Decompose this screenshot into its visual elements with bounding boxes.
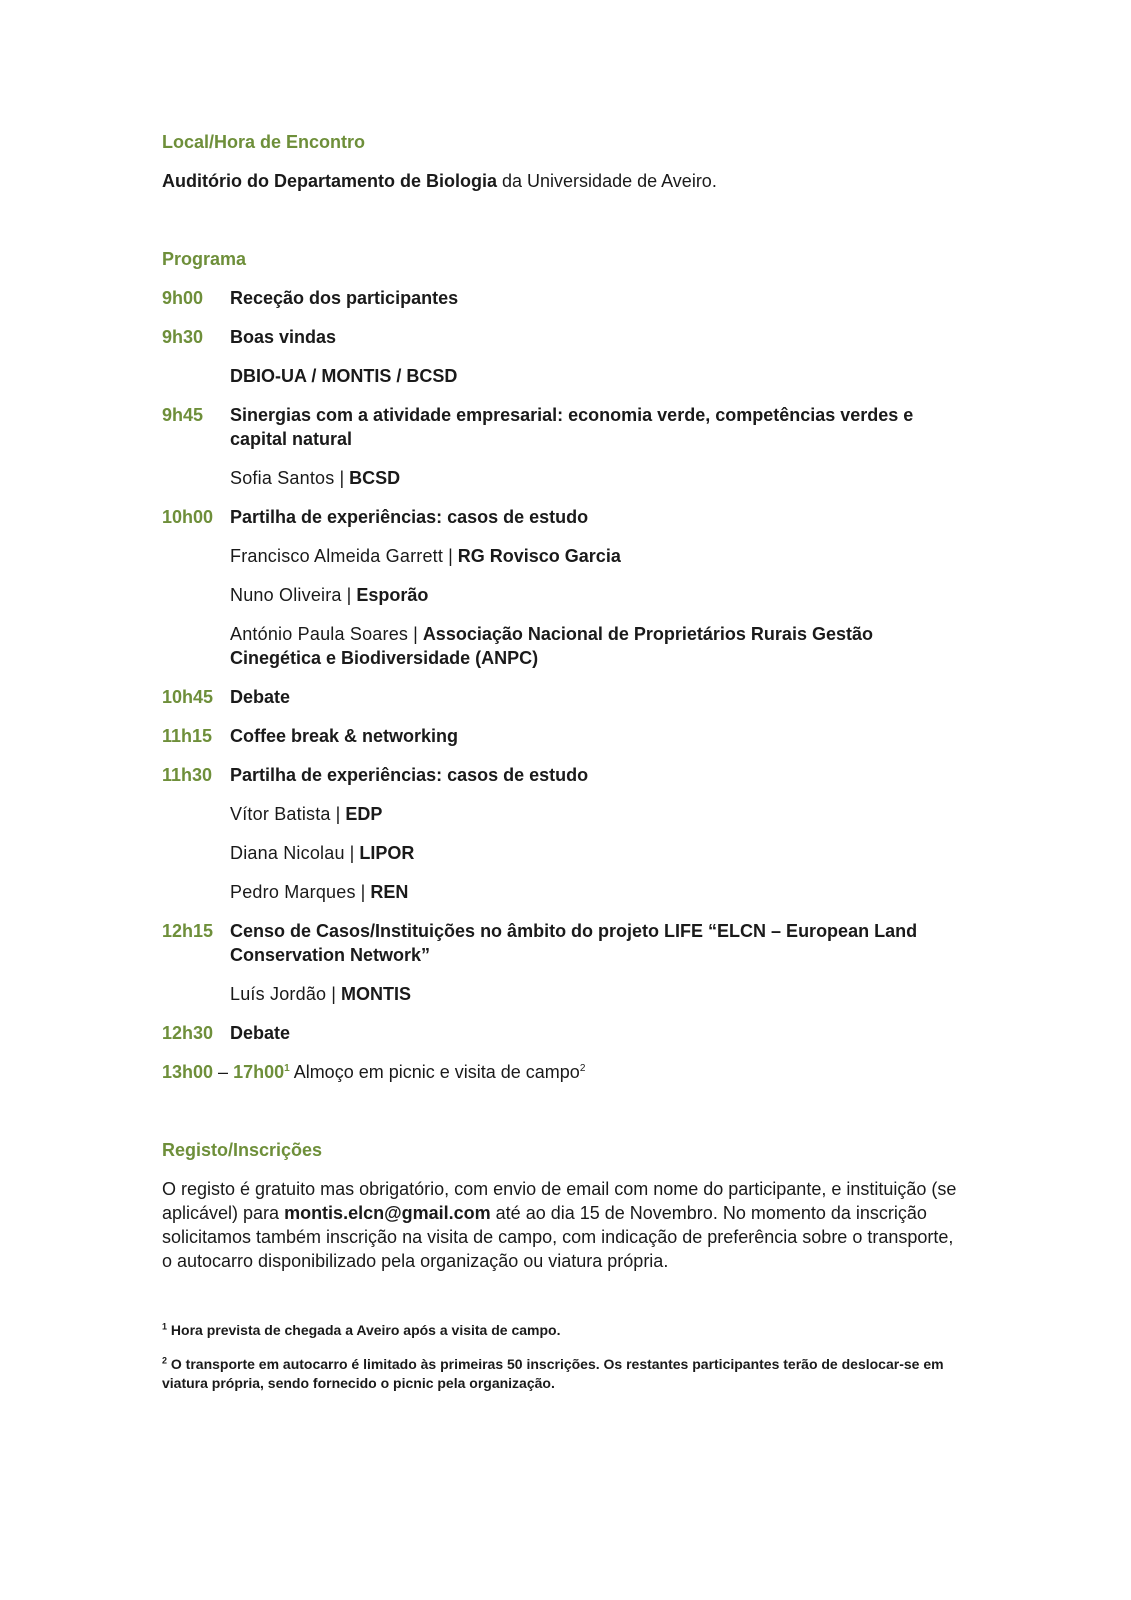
registo-email[interactable]: montis.elcn@gmail.com [284,1203,491,1223]
programa-speaker [230,544,962,568]
speaker-separator: | [355,882,371,902]
speaker-name: Sofia Santos [230,468,335,488]
programa-time: 11h15 [162,726,213,746]
registo-section [162,1138,962,1273]
programa-time: 9h45 [162,405,204,425]
speaker-name: Pedro Marques [230,882,356,902]
speaker-org: RG Rovisco Garcia [457,546,621,566]
speaker-org: Associação Nacional de Proprietários Rurais Gestão Cinegética e Biodiversidade (ANPC) [230,624,873,668]
footnote-1 [162,1321,962,1340]
speaker-name: Luís Jordão [230,984,327,1004]
programa-row [162,325,962,349]
speaker-org: BCSD [349,468,401,488]
programa-speaker [230,802,962,826]
speaker-org: EDP [345,804,383,824]
registo-text-before: O registo é gratuito mas obrigatório, com envio de email com nome do participante, e instituição (se aplicável) para [162,1179,957,1223]
registo-text-after: até ao dia 15 de Novembro. No momento da inscrição solicitamos também inscrição na visita de campo, com indicação de preferência sobre o transporte, o autocarro disponibilizado pela organização ou viatura própria. [162,1203,954,1271]
local-place [162,169,962,193]
programa-row [162,286,962,310]
programa-speaker [230,583,962,607]
programa-title: Boas vindas [230,327,337,347]
afternoon-sup1: 1 [284,1063,290,1074]
programa-title: Debate [230,1023,291,1043]
speaker-name: António Paula Soares [230,624,409,644]
speaker-separator: | [443,546,458,566]
programa-title: Debate [230,687,291,707]
programa-title: Partilha de experiências: casos de estudo [230,507,589,527]
programa-list [162,286,962,1045]
programa-heading: Programa [162,249,247,269]
registo-text [162,1177,962,1273]
afternoon-dash: – [213,1062,234,1082]
speaker-org: REN [370,882,409,902]
speaker-separator: | [341,585,357,605]
local-place-bold: Auditório do Departamento de Biologia [162,171,498,191]
footnote-2-num: 2 [162,1355,168,1366]
programa-title: Partilha de experiências: casos de estudo [230,765,589,785]
programa-row [162,919,962,967]
programa-row [162,403,962,451]
programa-time: 10h45 [162,687,214,707]
programa-row [162,505,962,529]
footnote-1-text: Hora prevista de chegada a Aveiro após a visita de campo. [170,1322,561,1338]
registo-heading: Registo/Inscrições [162,1140,323,1160]
speaker-name: Diana Nicolau [230,843,345,863]
speaker-name: Vítor Batista [230,804,331,824]
programa-section [162,247,962,1084]
speaker-name: Nuno Oliveira [230,585,342,605]
local-section [162,130,962,193]
programa-speaker-orgs: DBIO-UA / MONTIS / BCSD [230,366,458,386]
programa-time: 11h30 [162,765,213,785]
programa-speaker [230,622,962,670]
speaker-name: Francisco Almeida Garrett [230,546,444,566]
programa-time: 12h30 [162,1023,214,1043]
footnote-2-text: O transporte em autocarro é limitado às primeiras 50 inscrições. Os restantes participantes terão de deslocar-se em viatura própria, sendo fornecido o picnic pela organização. [162,1356,944,1391]
programa-time: 12h15 [162,921,214,941]
footnote-2 [162,1355,962,1393]
speaker-separator: | [344,843,360,863]
programa-time: 9h30 [162,327,204,347]
programa-time: 9h00 [162,288,204,308]
local-place-rest: da Universidade de Aveiro. [497,171,717,191]
footnotes [162,1321,962,1393]
programa-title: Censo de Casos/Instituições no âmbito do projeto LIFE “ELCN – European Land Conservation Network” [230,921,918,965]
programa-speaker [230,982,962,1006]
programa-speaker [230,841,962,865]
programa-afternoon-row [162,1060,962,1084]
speaker-separator: | [334,468,350,488]
speaker-separator: | [330,804,346,824]
programa-row [162,763,962,787]
afternoon-sup2: 2 [579,1063,586,1074]
afternoon-time-start: 13h00 [162,1062,214,1082]
programa-row [162,685,962,709]
programa-time: 10h00 [162,507,214,527]
document-page [162,130,962,1408]
footnote-1-num: 1 [162,1321,168,1332]
programa-title: Sinergias com a atividade empresarial: economia verde, competências verdes e capital natural [230,405,914,449]
afternoon-time-end: 17h00 [233,1062,285,1082]
speaker-org: LIPOR [359,843,415,863]
speaker-org: Esporão [356,585,429,605]
programa-title: Coffee break & networking [230,726,459,746]
programa-row [162,724,962,748]
programa-row [162,1021,962,1045]
programa-speaker [230,880,962,904]
speaker-separator: | [408,624,423,644]
afternoon-text: Almoço em picnic e visita de campo [293,1062,580,1082]
speaker-separator: | [326,984,341,1004]
programa-speaker [230,466,962,490]
local-heading: Local/Hora de Encontro [162,132,366,152]
speaker-org: MONTIS [340,984,411,1004]
programa-title: Receção dos participantes [230,288,459,308]
